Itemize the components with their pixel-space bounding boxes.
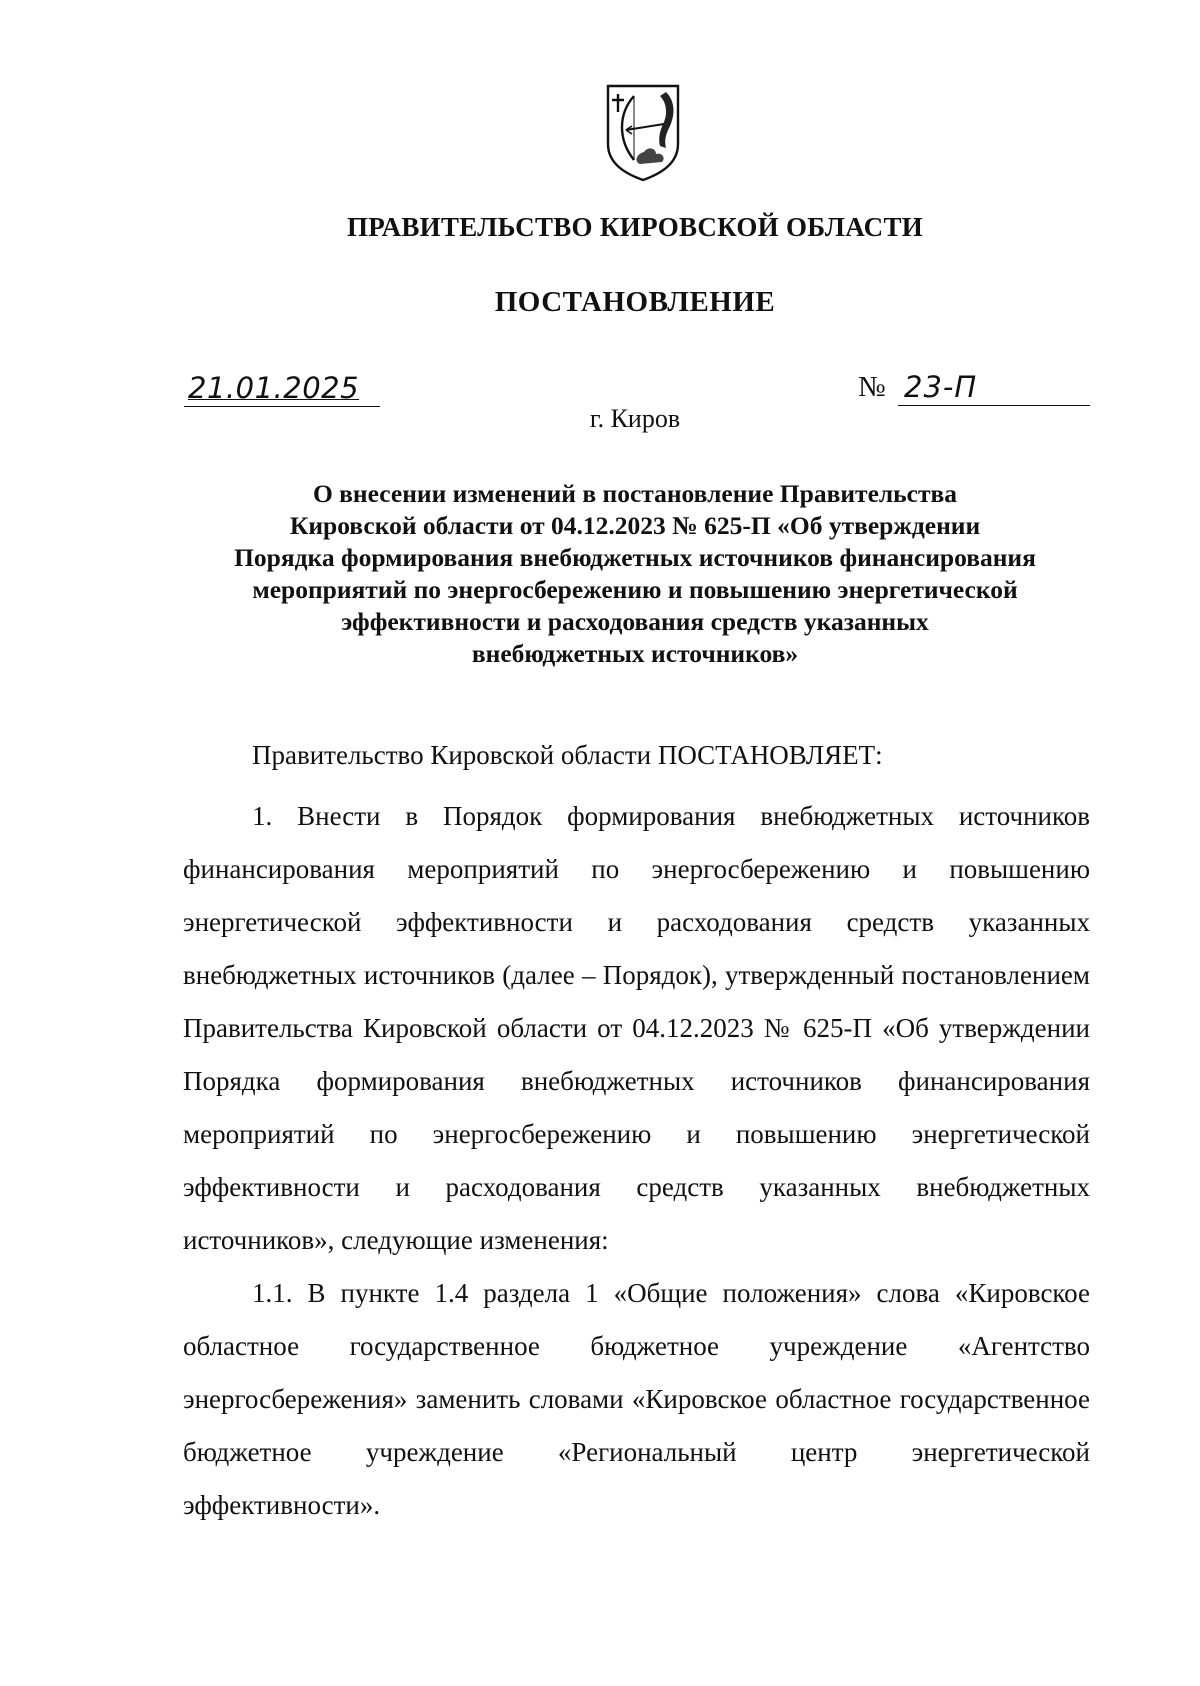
number-underline	[898, 367, 1090, 406]
document-type: ПОСТАНОВЛЕНИЕ	[494, 286, 776, 318]
title-line: мероприятий по энергосбережению и повышению энергетической	[252, 575, 1018, 604]
title-line: внебюджетных источников»	[471, 639, 799, 668]
paragraph-1-1: 1.1. В пункте 1.4 раздела 1 «Общие положения» слова «Кировское областное государственное бюджетное учреждение «Агентство энергосбережения» заменить словами «Кировское областное государственное бюджетное учреждение «Региональный центр энергетической эффективности».	[183, 1278, 1090, 1520]
document-date: 21.01.2025	[188, 371, 360, 405]
city-name: г. Киров	[589, 404, 681, 433]
document-title	[180, 478, 1090, 670]
document-number: 23-П	[904, 370, 978, 404]
title-line: эффективности и расходования средств указанных	[341, 607, 929, 636]
coat-of-arms-icon	[604, 82, 682, 182]
number-sign: №	[858, 371, 886, 403]
title-line: Кировской области от 04.12.2023 № 625-П «Об утверждении	[289, 511, 981, 540]
paragraph-1: 1. Внести в Порядок формирования внебюджетных источников финансирования мероприятий по энергосбережению и повышению энергетической эффективности и расходования средств указанных внебюджетных источников (далее – Порядок), утвержденный постановлением Правительства Кировской области от 04.12.2023 № 625-П «Об утверждении Порядка формирования внебюджетных источников финансирования мероприятий по энергосбережению и повышению энергетической эффективности и расходования средств указанных внебюджетных источников», следующие изменения:	[183, 801, 1090, 1255]
document-number-field	[858, 368, 1090, 406]
document-body	[183, 790, 1090, 1532]
title-line: О внесении изменений в постановление Правительства	[312, 479, 958, 508]
government-name: ПРАВИТЕЛЬСТВО КИРОВСКОЙ ОБЛАСТИ	[346, 212, 924, 242]
preamble: Правительство Кировской области ПОСТАНОВЛЯЕТ:	[252, 740, 883, 770]
document-date-field	[184, 368, 380, 407]
title-line: Порядка формирования внебюджетных источников финансирования	[234, 543, 1036, 572]
